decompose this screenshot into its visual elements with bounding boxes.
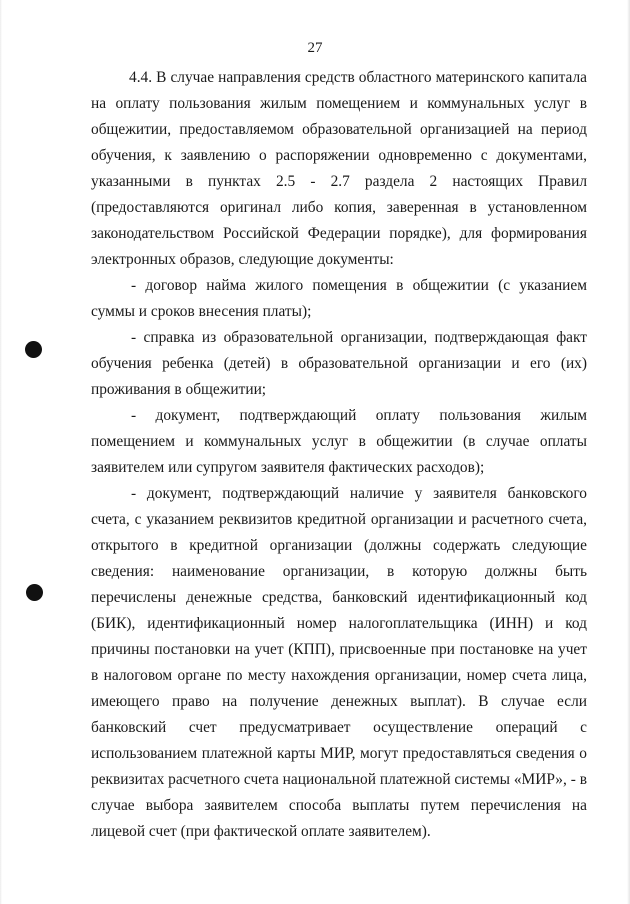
paragraph-4-4: 4.4. В случае направления средств областного материнского капитала на оплату пользования жилым помещением и коммунальных услуг в общежитии, предоставляемом образовательной организацией на период обучения, к заявлению о распоряжении одновременно с документами, указанными в пунктах 2.5 - 2.7 раздела 2 настоящих Правил (предоставляются оригинал либо копия, заверенная в установленном законодательством Российской Федерации порядке), для формирования электронных образов, следующие документы: xyxy=(91,69,587,268)
punch-hole-lower xyxy=(26,584,43,601)
list-item-rental-agreement: - договор найма жилого помещения в общежитии (с указанием суммы и сроков внесения платы); xyxy=(91,277,587,320)
punch-hole-upper xyxy=(25,341,42,358)
document-body xyxy=(91,65,587,845)
list-item-payment-document: - документ, подтверждающий оплату пользования жилым помещением и коммунальных услуг в общежитии (в случае оплаты заявителем или супругом заявителя фактических расходов); xyxy=(91,407,587,476)
list-item-study-certificate: - справка из образовательной организации, подтверждающая факт обучения ребенка (детей) в образовательной организации и его (их) проживания в общежитии; xyxy=(91,329,587,398)
page-number: 27 xyxy=(307,40,323,56)
list-item-bank-account-document: - документ, подтверждающий наличие у заявителя банковского счета, с указанием реквизитов кредитной организации и расчетного счета, открытого в кредитной организации (должны содержать следующие сведения: наименование организации, в которую должны быть перечислены денежные средства, банковский идентификационный код (БИК), идентификационный номер налогоплательщика (ИНН) и код причины постановки на учет (КПП), присвоенные при постановке на учет в налоговом органе по месту нахождения организации, номер счета лица, имеющего право на получение денежных выплат). В случае если банковский счет предусматривает осуществление операций с использованием платежной карты МИР, могут предоставляться сведения о реквизитах расчетного счета национальной платежной системы «МИР», - в случае выбора заявителем способа выплаты путем перечисления на лицевой счет (при фактической оплате заявителем). xyxy=(91,485,587,840)
scan-edge-left xyxy=(0,0,2,904)
